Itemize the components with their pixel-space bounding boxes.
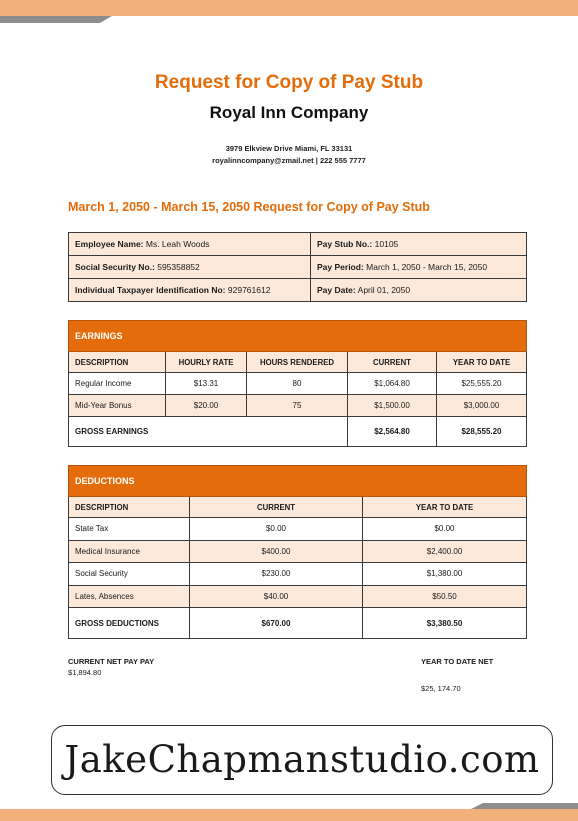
ssn-label: Social Security No.: (75, 262, 155, 272)
earnings-col-current: CURRENT (348, 352, 437, 373)
pay-period-label: Pay Period: (317, 262, 364, 272)
current-net-pay-value: $1,894.80 (68, 668, 102, 677)
deductions-table (68, 465, 527, 639)
earning-description: Mid-Year Bonus (69, 395, 166, 417)
ytd-net-pay-block (421, 656, 531, 694)
deduction-ytd: $50.50 (363, 585, 527, 608)
deduction-current: $230.00 (190, 563, 363, 586)
earnings-col-hours-rendered: HOURS RENDERED (247, 352, 348, 373)
earning-hours: 75 (247, 395, 348, 417)
gross-deductions-label: GROSS DEDUCTIONS (69, 608, 190, 639)
deductions-col-ytd: YEAR TO DATE (363, 497, 527, 518)
itin-value: 929761612 (227, 285, 271, 295)
document-title: Request for Copy of Pay Stub (154, 72, 424, 93)
top-decor-band (0, 0, 578, 16)
employee-name-value: Ms. Leah Woods (145, 239, 210, 249)
deduction-current: $0.00 (190, 518, 363, 541)
gross-earnings-row (69, 417, 527, 447)
gross-earnings-current: $2,564.80 (348, 417, 437, 447)
deduction-current: $40.00 (190, 585, 363, 608)
pay-stub-no-cell (311, 233, 527, 256)
earning-current: $1,064.80 (348, 373, 437, 395)
pay-stub-no-label: Pay Stub No.: (317, 239, 373, 249)
deduction-description: State Tax (69, 518, 190, 541)
gross-deductions-row (69, 608, 527, 639)
employee-name-cell (69, 233, 311, 256)
deduction-ytd: $1,380.00 (363, 563, 527, 586)
earnings-col-hourly-rate: HOURLY RATE (166, 352, 247, 373)
ytd-net-pay-label: YEAR TO DATE NET (421, 657, 494, 666)
pay-period-cell (311, 256, 527, 279)
table-row (69, 395, 527, 417)
earning-hourly-rate: $20.00 (166, 395, 247, 417)
info-row (69, 256, 527, 279)
employee-name-label: Employee Name: (75, 239, 144, 249)
gross-deductions-current: $670.00 (190, 608, 363, 639)
company-name: Royal Inn Company (209, 103, 369, 122)
earnings-table (68, 320, 527, 447)
earnings-title: EARNINGS (69, 321, 527, 352)
earnings-column-row (69, 352, 527, 373)
top-decor-stripe (0, 16, 112, 23)
info-row (69, 279, 527, 302)
period-heading: March 1, 2050 - March 15, 2050 Request for Copy of Pay Stub (68, 200, 430, 214)
deductions-title: DEDUCTIONS (69, 466, 527, 497)
deduction-current: $400.00 (190, 540, 363, 563)
company-address-block (0, 143, 578, 167)
itin-label: Individual Taxpayer Identification No: (75, 285, 226, 295)
ssn-cell (69, 256, 311, 279)
earning-ytd: $3,000.00 (437, 395, 527, 417)
company-address: 3979 Elkview Drive Miami, FL 33131 (225, 144, 353, 153)
deductions-header-row (69, 466, 527, 497)
pay-stub-no-value: 10105 (374, 239, 399, 249)
deductions-col-current: CURRENT (190, 497, 363, 518)
table-row (69, 540, 527, 563)
bottom-decor-band (0, 809, 578, 821)
deduction-description: Medical Insurance (69, 540, 190, 563)
company-contact: royalinncompany@zmail.net | 222 555 7777 (212, 156, 366, 165)
deductions-col-description: DESCRIPTION (69, 497, 190, 518)
current-net-pay-block (68, 656, 188, 678)
deduction-description: Lates, Absences (69, 585, 190, 608)
gross-earnings-ytd: $28,555.20 (437, 417, 527, 447)
deduction-ytd: $2,400.00 (363, 540, 527, 563)
earnings-col-ytd: YEAR TO DATE (437, 352, 527, 373)
pay-date-value: April 01, 2050 (357, 285, 411, 295)
itin-cell (69, 279, 311, 302)
table-row (69, 585, 527, 608)
deduction-ytd: $0.00 (363, 518, 527, 541)
pay-period-value: March 1, 2050 - March 15, 2050 (366, 262, 488, 272)
pay-date-label: Pay Date: (317, 285, 356, 295)
gross-deductions-ytd: $3,380.50 (363, 608, 527, 639)
watermark-text: JakeChapmanstudio.com (64, 738, 540, 781)
earnings-col-description: DESCRIPTION (69, 352, 166, 373)
gross-earnings-label: GROSS EARNINGS (69, 417, 348, 447)
employee-info-table (68, 232, 527, 302)
earning-hours: 80 (247, 373, 348, 395)
ytd-net-pay-value: $25, 174.70 (421, 684, 461, 693)
earning-ytd: $25,555.20 (437, 373, 527, 395)
table-row (69, 563, 527, 586)
table-row (69, 518, 527, 541)
watermark-banner (51, 725, 553, 795)
deductions-column-row (69, 497, 527, 518)
info-row (69, 233, 527, 256)
pay-date-cell (311, 279, 527, 302)
earning-hourly-rate: $13.31 (166, 373, 247, 395)
deduction-description: Social Security (69, 563, 190, 586)
current-net-pay-label: CURRENT NET PAY PAY (68, 657, 155, 666)
earnings-header-row (69, 321, 527, 352)
earning-description: Regular Income (69, 373, 166, 395)
table-row (69, 373, 527, 395)
earning-current: $1,500.00 (348, 395, 437, 417)
ssn-value: 595358852 (157, 262, 200, 272)
